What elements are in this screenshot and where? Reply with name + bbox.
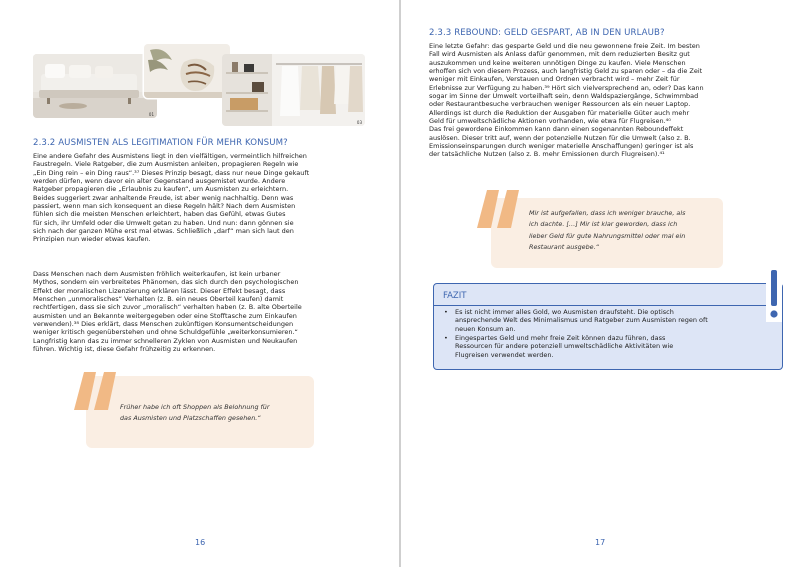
- right-quote: [473, 186, 733, 270]
- photo-living-room: [33, 54, 157, 118]
- page-number-right: 17: [595, 538, 606, 547]
- text-line: passiert, wenn man sich konsequent an diese Regeln hält? Nach dem Ausmisten: [33, 202, 296, 211]
- text-line: auszukommen und keine weiteren unnötigen Dinge zu kaufen. Viele Menschen: [429, 58, 686, 67]
- text-line: weniger kritisch gegenüberstehen und ohne Schuldgefühle „weiterkonsumieren.“: [33, 328, 298, 337]
- text-line: Prinzipien nun wieder etwas kaufen.: [33, 235, 151, 244]
- text-line: oder Restaurantbesuche verbrauchen weniger Ressourcen als ein neuer Laptop.: [429, 100, 691, 109]
- text-line: auslösen. Dieser tritt auf, wenn der potenzielle Nutzen für die Umwelt (also z. B.: [429, 133, 691, 142]
- fazit-list: [444, 308, 774, 359]
- left-page: [0, 0, 399, 567]
- text-line: Allerdings ist durch die Reduktion der Ausgaben für materielle Güter auch mehr: [429, 108, 690, 117]
- fazit-title: FAZIT: [443, 291, 467, 301]
- photo-label-1: 01: [148, 112, 154, 117]
- text-line: sogar im Sinne der Umwelt vorteilhaft sein, denn Waldspaziergänge, Schwimmbad: [429, 92, 699, 101]
- exclamation-icon: [766, 268, 782, 322]
- quote-text: [120, 402, 310, 425]
- text-line: sich nach der ganzen Mühe erst mal etwas. Schließlich „darf“ man sich laut den: [33, 227, 294, 236]
- fazit-box: [433, 283, 783, 370]
- text-line: Ratgeber propagieren die „Erlaubnis zu kaufen“, um Ausmisten zu erleichtern.: [33, 185, 289, 194]
- quote-mark-icon: [70, 368, 120, 412]
- text-line: fühlen sich die meisten Menschen erleichtert, haben das Gefühl, etwas Gutes: [33, 210, 286, 219]
- quote-line: Restaurant ausgebe.“: [529, 243, 599, 252]
- quote-mark-icon: [473, 186, 523, 230]
- text-line: Ressourcen für andere potenziell umweltschädliche Aktivitäten wie: [455, 342, 674, 351]
- text-line: Geld für umweltschädliche Aktionen vorhanden, wie etwa für Flugreisen.⁴⁰: [429, 117, 671, 126]
- quote-text: [529, 208, 719, 254]
- fazit-bullet: [444, 334, 774, 359]
- left-paragraph-1: [33, 152, 373, 244]
- text-line: Eine andere Gefahr des Ausmistens liegt in den vielfältigen, vermeintlich hilfreichen: [33, 152, 307, 160]
- text-line: Dass Menschen nach dem Ausmisten fröhlich weiterkaufen, ist kein urbaner: [33, 270, 281, 278]
- vase-image: [144, 44, 230, 98]
- text-line: Eine letzte Gefahr: das gesparte Geld und die neu gewonnene freie Zeit. Im besten: [429, 42, 700, 50]
- text-line: ansprechende Welt des Minimalismus und Ratgeber zum Ausmisten regen oft: [455, 316, 708, 325]
- quote-line: Früher habe ich oft Shoppen als Belohnung für: [120, 403, 270, 411]
- text-line: Flugreisen verwendet werden.: [455, 350, 554, 359]
- text-line: • Es ist nicht immer alles Gold, wo Ausmisten draufsteht. Die optisch: [455, 308, 674, 316]
- text-line: Langfristig kann das zu immer schnelleren Zyklen von Ausmisten und Neukaufen: [33, 336, 298, 345]
- text-line: erhoffen sich von diesem Prozess, auch langfristig Geld zu sparen oder – da die Zeit: [429, 67, 703, 76]
- text-line: ausmisten und an Bekannte weitergegeben oder eine Stofftasche zum Einkaufen: [33, 311, 297, 320]
- text-line: Effekt der moralischen Lizenzierung erklären lässt. Dieser Effekt besagt, dass: [33, 286, 286, 295]
- text-line: der tatsächliche Nutzen (also z. B. mehr Emissionen durch Flugreisen).⁴¹: [429, 150, 665, 159]
- text-line: für sich, ihr Umfeld oder die Umwelt getan zu haben. Und nun: dann gönnen sie: [33, 218, 294, 227]
- quote-line: lieber Geld für gute Nahrungsmittel oder mal ein: [529, 231, 686, 240]
- fazit-bullet: [444, 308, 774, 333]
- photo-vase: [144, 44, 230, 98]
- page-number-left: 16: [195, 538, 206, 547]
- text-line: „Ein Ding rein – ein Ding raus“.³⁷ Dieses Prinzip besagt, dass nur neue Dinge gekauft: [33, 168, 310, 177]
- text-line: Mythos, sondern ein verbreitetes Phänomen, das sich durch den psychologischen: [33, 278, 299, 287]
- text-line: führen. Wichtig ist, diese Gefahr frühzeitig zu erkennen.: [33, 345, 216, 354]
- quote-line: ich dachte. […] Mir ist klar geworden, dass ich: [529, 220, 678, 229]
- text-line: Das frei gewordene Einkommen kann dann einen sogenannten Reboundeffekt: [429, 125, 684, 134]
- right-paragraph: [429, 42, 779, 159]
- text-line: • Eingespartes Geld und mehr freie Zeit können dazu führen, dass: [455, 334, 666, 343]
- photo-label-3: 03: [356, 120, 362, 125]
- text-line: Emissionseinsparungen durch weniger materielle Anschaffungen) geringer ist als: [429, 142, 694, 151]
- quote-line: Mir ist aufgefallen, dass ich weniger brauche, als: [529, 209, 686, 217]
- text-line: neuen Konsum an.: [455, 324, 516, 333]
- text-line: werden dürfen, wenn davor ein alter Gegenstand ausgemistet wurde. Andere: [33, 177, 286, 186]
- text-line: Erlebnisse zur Verfügung zu haben.³⁹ Hört sich vielversprechend an, oder? Das kann: [429, 83, 704, 92]
- section-heading-2-3-2: 2.3.2 AUSMISTEN ALS LEGITIMATION FÜR MEHR KONSUM?: [33, 138, 288, 148]
- quote-line: das Ausmisten und Platzschaffen gesehen.“: [120, 414, 261, 423]
- living-room-image: [33, 54, 157, 118]
- text-line: verwenden).³⁸ Dies erklärt, dass Menschen zukünftigen Konsumentscheidungen: [33, 320, 294, 329]
- left-quote: [70, 368, 315, 450]
- text-line: rechtfertigen, dass sie sich zuvor „moralisch“ verhalten haben (z. B. alte Oberteile: [33, 303, 302, 312]
- section-heading-2-3-3: 2.3.3 REBOUND: GELD GESPART, AB IN DEN URLAUB?: [429, 28, 665, 38]
- text-line: Faustregeln. Viele Ratgeber, die zum Ausmisten anleiten, propagieren Regeln wie: [33, 160, 299, 169]
- text-line: weniger mit Einkaufen, Verstauen und Ordnen verbracht wird – mehr Zeit für: [429, 75, 680, 84]
- fazit-divider: [434, 305, 782, 306]
- left-paragraph-2: [33, 270, 373, 353]
- text-line: Fall wird Ausmisten als Anlass dafür genommen, mit dem reduzierten Besitz gut: [429, 50, 690, 59]
- photo-closet: [222, 54, 365, 126]
- text-line: Menschen „unmoralisches“ Verhalten (z. B. ein neues Oberteil kaufen) damit: [33, 295, 284, 304]
- right-page: [401, 0, 800, 567]
- text-line: Beides suggeriert zwar anhaltende Freude, ist aber wenig nachhaltig. Denn was: [33, 193, 294, 202]
- closet-image: [222, 54, 365, 126]
